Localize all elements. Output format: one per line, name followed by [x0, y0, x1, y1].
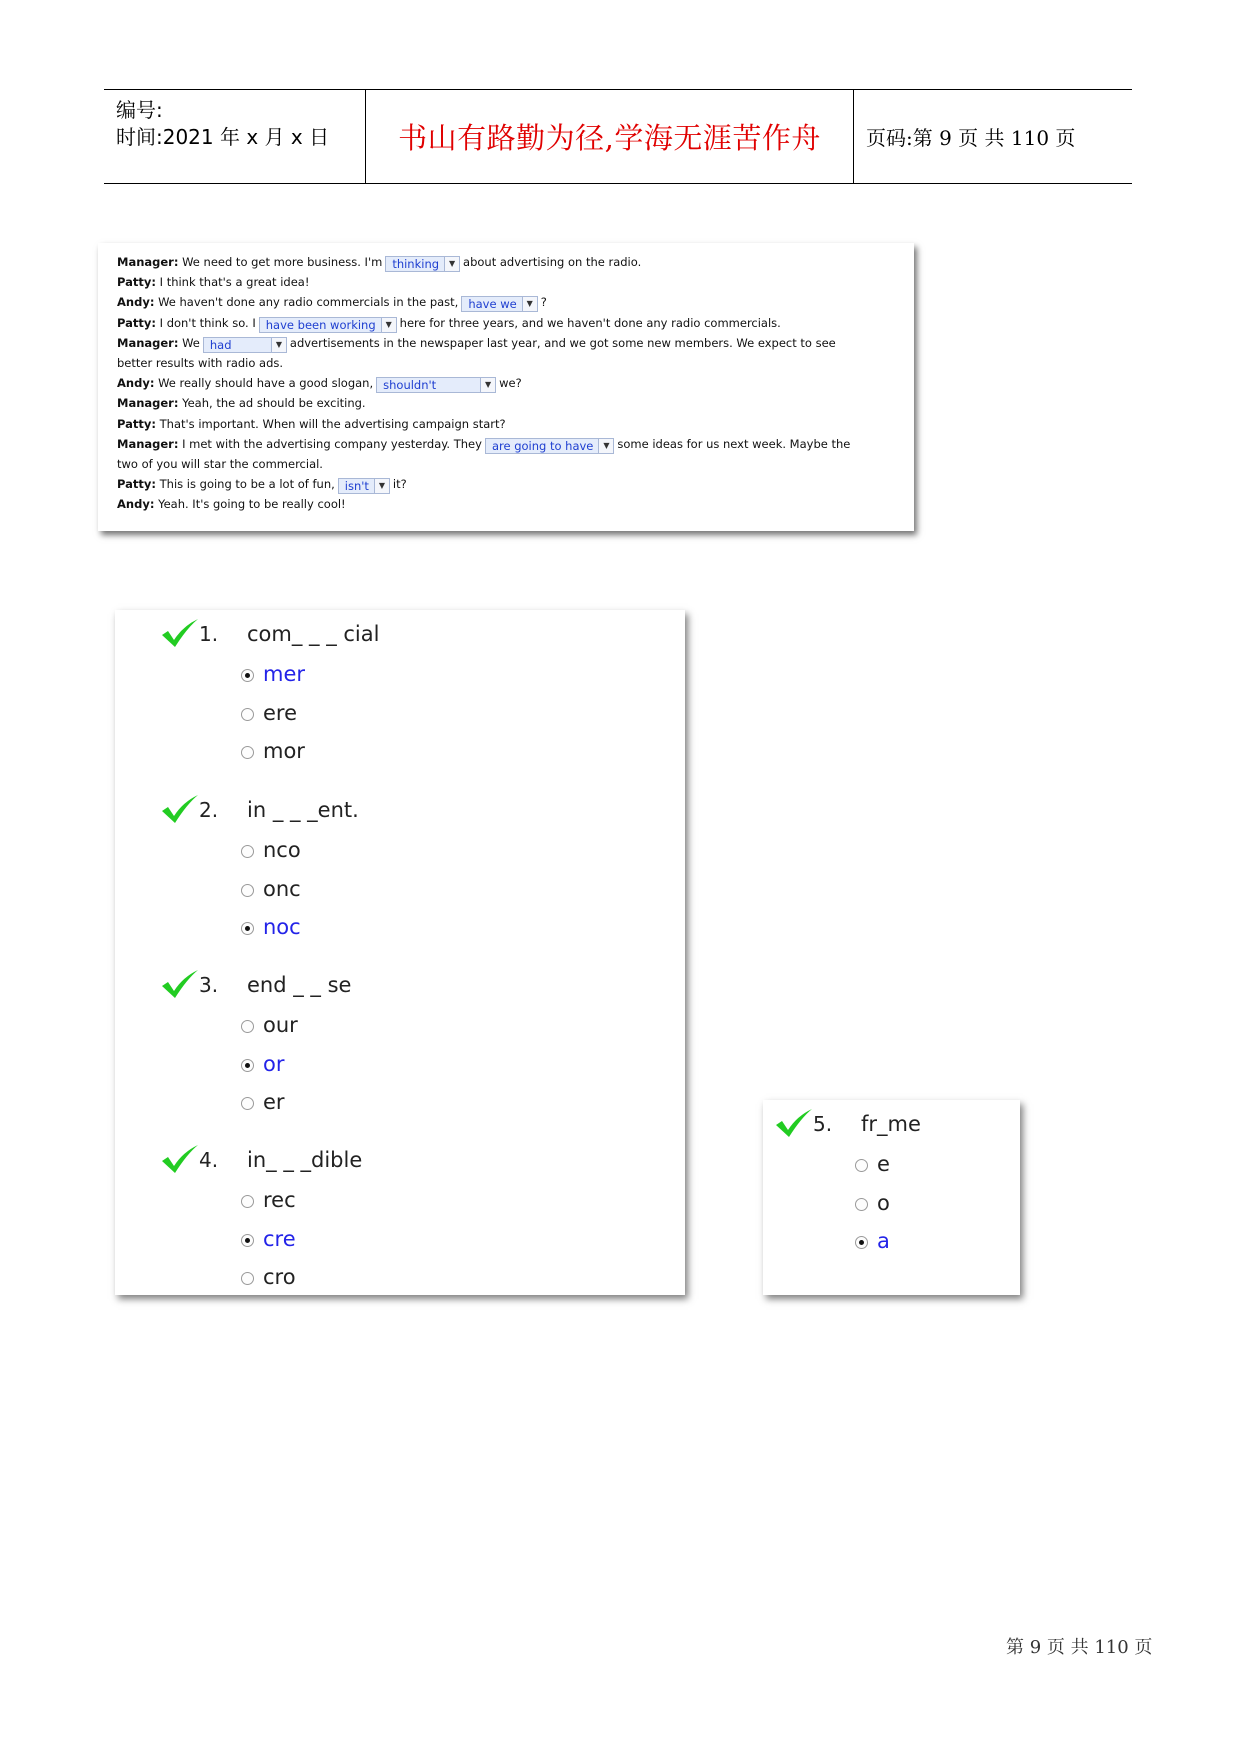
serial-label: 编号: — [116, 98, 163, 122]
answer-dropdown[interactable] — [203, 337, 287, 353]
answer-radio[interactable] — [241, 884, 254, 897]
answer-radio[interactable] — [855, 1159, 868, 1172]
speaker-name: Manager: — [117, 335, 179, 350]
header-page-cell — [854, 90, 1132, 183]
chevron-down-icon[interactable]: ▼ — [271, 338, 286, 352]
chevron-down-icon[interactable]: ▼ — [444, 257, 459, 271]
dialogue-text: ? — [540, 295, 547, 310]
page-footer: 第 9 页 共 110 页 — [1006, 1637, 1153, 1658]
dialogue-text: We haven't done any radio commercials in the past, — [158, 295, 459, 310]
dialogue-text: advertisements in the newspaper last year, and we got some new members. We expect to see — [289, 335, 836, 350]
speaker-name: Patty: — [117, 416, 156, 431]
dialogue-line — [117, 315, 781, 333]
dialogue-line — [117, 395, 366, 411]
answer-option-label[interactable]: nco — [263, 838, 301, 862]
speaker-name: Patty: — [117, 477, 156, 492]
chevron-down-icon[interactable]: ▼ — [381, 318, 396, 332]
speaker-name: Andy: — [117, 497, 155, 512]
dialogue-line — [117, 496, 346, 512]
answer-radio[interactable] — [241, 1195, 254, 1208]
page-header — [104, 89, 1132, 184]
answer-option-label[interactable]: rec — [263, 1188, 296, 1212]
dialogue-text: here for three years, and we haven't done any radio commercials. — [399, 315, 781, 330]
dialogue-text: That's important. When will the advertising campaign start? — [159, 416, 506, 431]
chevron-down-icon[interactable]: ▼ — [522, 297, 537, 311]
answer-radio[interactable] — [241, 845, 254, 858]
answer-radio[interactable] — [241, 922, 254, 935]
dialogue-line — [117, 456, 323, 472]
answer-option-label[interactable]: cre — [263, 1226, 296, 1251]
answer-dropdown[interactable] — [259, 317, 397, 333]
answer-radio[interactable] — [241, 708, 254, 721]
dialogue-text: some ideas for us next week. Maybe the — [617, 436, 851, 451]
dialogue-text: I met with the advertising company yesterday. They — [182, 436, 482, 451]
answer-dropdown[interactable] — [385, 256, 460, 272]
question-prompt: fr_me — [861, 1112, 921, 1136]
answer-option-label[interactable]: o — [877, 1190, 890, 1215]
answer-radio[interactable] — [241, 1234, 254, 1247]
correct-check-icon — [773, 1108, 815, 1138]
answer-option-label[interactable]: ere — [263, 700, 298, 725]
question-number: 2. — [199, 798, 219, 822]
dialogue-line — [117, 416, 506, 432]
correct-check-icon — [159, 969, 201, 999]
dialogue-text: it? — [392, 477, 407, 492]
speaker-name: Patty: — [117, 315, 156, 330]
speaker-name: Manager: — [117, 255, 179, 269]
answer-option-label[interactable]: our — [263, 1013, 298, 1037]
question-prompt: com_ _ _ cial — [247, 622, 380, 646]
answer-radio[interactable] — [241, 1059, 254, 1072]
dialogue-text: two of you will star the commercial. — [117, 457, 323, 471]
answer-radio[interactable] — [241, 669, 254, 682]
dialogue-text: We really should have a good slogan, — [158, 376, 374, 391]
correct-check-icon — [159, 618, 201, 648]
speaker-name: Andy: — [117, 376, 155, 391]
question-number: 4. — [199, 1148, 219, 1172]
chevron-down-icon[interactable]: ▼ — [374, 479, 389, 493]
dialogue-text: Yeah. It's going to be really cool! — [158, 497, 346, 512]
speaker-name: Manager: — [117, 436, 179, 451]
question-number: 1. — [199, 622, 219, 646]
dialogue-text: We — [182, 335, 200, 350]
dialogue-text: about advertising on the radio. — [463, 255, 642, 269]
spelling-quiz-panel-2 — [763, 1100, 1020, 1295]
dropdown-value: are going to have — [491, 438, 594, 453]
chevron-down-icon[interactable]: ▼ — [598, 439, 613, 453]
answer-option-label[interactable]: noc — [263, 915, 301, 939]
question-prompt: in_ _ _dible — [247, 1148, 363, 1172]
dialogue-text: This is going to be a lot of fun, — [159, 477, 335, 492]
dialogue-text: Yeah, the ad should be exciting. — [182, 396, 366, 411]
speaker-name: Andy: — [117, 295, 155, 310]
answer-radio[interactable] — [241, 1272, 254, 1285]
speaker-name: Patty: — [117, 275, 156, 290]
question-prompt: in _ _ _ent. — [247, 798, 359, 822]
question-prompt: end _ _ se — [247, 973, 352, 997]
dialogue-text: We need to get more business. I'm — [182, 255, 383, 269]
dialogue-line — [117, 254, 641, 272]
correct-check-icon — [159, 794, 201, 824]
dialogue-line — [117, 375, 522, 393]
answer-radio[interactable] — [241, 1020, 254, 1033]
speaker-name: Manager: — [117, 396, 179, 411]
answer-option-label[interactable]: mor — [263, 739, 305, 763]
dropdown-value: isn't — [344, 479, 369, 494]
dialogue-text: I don't think so. I — [159, 315, 256, 330]
motto: 书山有路勤为径,学海无涯苦作舟 — [398, 121, 821, 155]
answer-option-label[interactable]: mer — [263, 662, 306, 686]
answer-dropdown[interactable] — [338, 478, 390, 494]
dialogue-text: better results with radio ads. — [117, 356, 284, 370]
answer-dropdown[interactable] — [376, 377, 496, 393]
answer-option-label[interactable]: e — [877, 1152, 890, 1176]
answer-option-label[interactable]: onc — [263, 876, 301, 901]
question-number: 5. — [813, 1112, 833, 1136]
dialogue-line — [117, 335, 836, 353]
dropdown-value: shouldn't — [383, 378, 437, 393]
correct-check-icon — [159, 1144, 201, 1174]
answer-radio[interactable] — [241, 746, 254, 759]
page-info: 页码:第 9 页 共 110 页 — [866, 126, 1076, 150]
dropdown-value: thinking — [392, 257, 440, 271]
dialogue-text: I think that's a great idea! — [159, 275, 310, 290]
dialogue-line — [117, 436, 850, 454]
dialogue-line — [117, 355, 283, 371]
question-number: 3. — [199, 973, 219, 997]
dialogue-text: we? — [499, 376, 522, 391]
answer-radio[interactable] — [241, 1097, 254, 1110]
answer-radio[interactable] — [855, 1236, 868, 1249]
dialogue-line — [117, 476, 407, 494]
answer-dropdown[interactable] — [461, 296, 537, 312]
header-meta-cell — [104, 90, 366, 183]
dropdown-value: have we — [468, 297, 517, 312]
dialogue-line — [117, 294, 547, 312]
answer-option-label[interactable]: cro — [263, 1265, 296, 1289]
chevron-down-icon[interactable]: ▼ — [480, 378, 495, 392]
time-label: 时间:2021 年 x 月 x 日 — [116, 125, 330, 149]
spelling-quiz-panel — [115, 610, 685, 1295]
dialogue-exercise-panel — [98, 243, 914, 531]
answer-dropdown[interactable] — [485, 438, 614, 454]
answer-radio[interactable] — [855, 1198, 868, 1211]
dialogue-line — [117, 274, 309, 290]
dropdown-value: had — [209, 337, 232, 352]
header-motto-cell — [366, 90, 854, 183]
answer-option-label[interactable]: or — [263, 1051, 285, 1076]
dropdown-value: have been working — [265, 317, 376, 332]
answer-option-label[interactable]: er — [263, 1090, 285, 1114]
answer-option-label[interactable]: a — [877, 1229, 890, 1253]
